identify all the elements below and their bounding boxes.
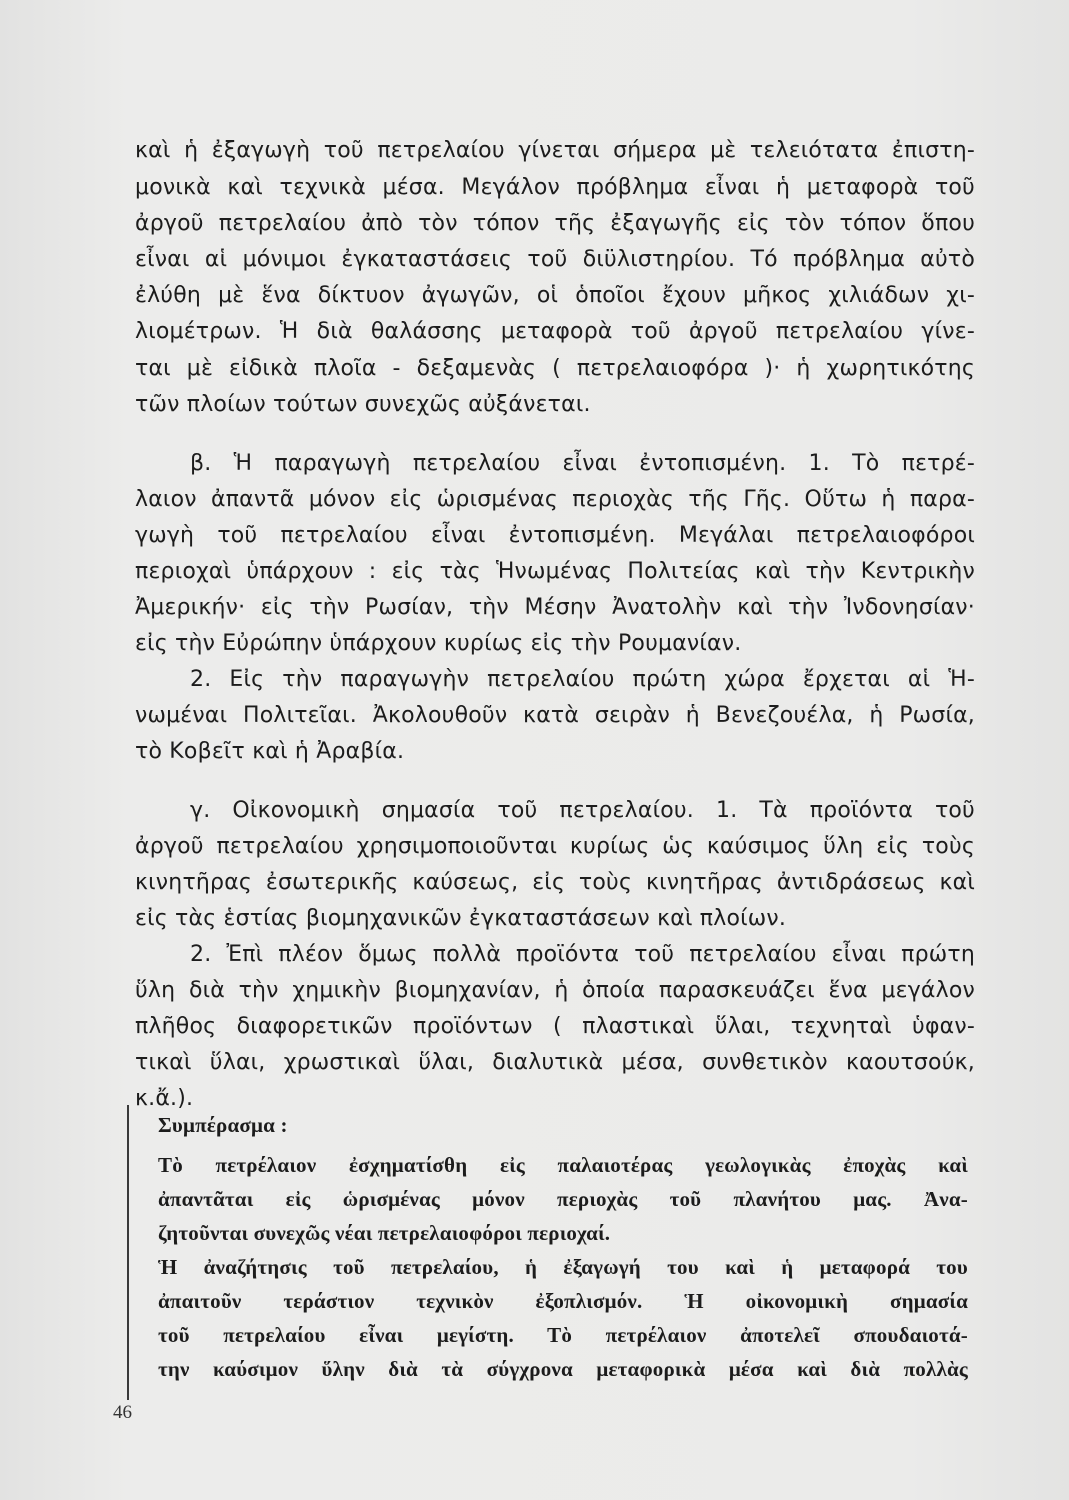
text-line: νωμέναι Πολιτεῖαι. Ἀκολουθοῦν κατὰ σειρὰν ἡ Βενεζουέλα, ἡ Ρωσία, (135, 703, 975, 728)
text-line: καὶ ἡ ἐξαγωγὴ τοῦ πετρελαίου γίνεται σήμερα μὲ τελειότατα ἐπιστη- (135, 138, 975, 163)
conclusion-line: ἀπαντᾶται εἰς ὡρισμένας μόνον περιοχὰς τοῦ πλανήτου μας. Ἀνα- (158, 1187, 968, 1211)
text-line: τικαὶ ὕλαι, χρωστικαὶ ὕλαι, διαλυτικὰ μέσα, συνθετικὸν καουτσούκ, (135, 1050, 975, 1075)
text-line: Ἀμερικήν· εἰς τὴν Ρωσίαν, τὴν Μέσην Ἀνατολὴν καὶ τὴν Ἰνδονησίαν· (135, 595, 975, 620)
text-line: εἶναι αἱ μόνιμοι ἐγκαταστάσεις τοῦ διϋλιστηρίου. Τό πρόβλημα αὐτὸ (135, 247, 975, 272)
conclusion-line: ἀπαιτοῦν τεράστιον τεχνικὸν ἐξοπλισμόν. Ἡ οἰκονομικὴ σημασία (158, 1289, 968, 1313)
text-line: κ.ἄ.). (135, 1086, 194, 1111)
conclusion-line: Ἡ ἀναζήτησις τοῦ πετρελαίου, ἡ ἐξαγωγή του καὶ ἡ μεταφορά του (158, 1255, 968, 1279)
conclusion-line: Τὸ πετρέλαιον ἐσχηματίσθη εἰς παλαιοτέρας γεωλογικὰς ἐποχὰς καὶ (158, 1153, 968, 1177)
text-line: ται μὲ εἰδικὰ πλοῖα - δεξαμενὰς ( πετρελαιοφόρα )· ἡ χωρητικότης (135, 356, 975, 381)
text-line: εἰς τὴν Εὐρώπην ὑπάρχουν κυρίως εἰς τὴν Ρουμανίαν. (135, 631, 742, 656)
text-line: εἰς τὰς ἑστίας βιομηχανικῶν ἐγκαταστάσεων καὶ πλοίων. (135, 906, 787, 931)
text-line: ἐλύθη μὲ ἕνα δίκτυον ἀγωγῶν, οἱ ὁποῖοι ἔχουν μῆκος χιλιάδων χι- (135, 283, 975, 308)
text-line: 2. Εἰς τὴν παραγωγὴν πετρελαίου πρώτη χώρα ἔρχεται αἱ Ἡ- (190, 667, 975, 692)
text-line: γωγὴ τοῦ πετρελαίου εἶναι ἐντοπισμένη. Μεγάλαι πετρελαιοφόροι (135, 523, 975, 548)
text-line: ἀργοῦ πετρελαίου ἀπὸ τὸν τόπον τῆς ἐξαγωγῆς εἰς τὸν τόπον ὅπου (135, 211, 975, 236)
section-heading-line: β. Ἡ παραγωγὴ πετρελαίου εἶναι ἐντοπισμένη. 1. Τὸ πετρέ- (190, 451, 975, 476)
text-line: μονικὰ καὶ τεχνικὰ μέσα. Μεγάλον πρόβλημα εἶναι ἡ μεταφορὰ τοῦ (135, 175, 975, 200)
conclusion-rule (127, 1105, 129, 1400)
conclusion-line: την καύσιμον ὕλην διὰ τὰ σύγχρονα μεταφορικὰ μέσα καὶ διὰ πολλὰς (158, 1357, 968, 1381)
text-line: τῶν πλοίων τούτων συνεχῶς αὐξάνεται. (135, 392, 591, 417)
section-heading-line: γ. Οἰκονομικὴ σημασία τοῦ πετρελαίου. 1. Τὰ προϊόντα τοῦ (190, 798, 975, 823)
text-line: ἀργοῦ πετρελαίου χρησιμοποιοῦνται κυρίως ὡς καύσιμος ὕλη εἰς τοὺς (135, 834, 975, 859)
text-line: τὸ Κοβεῖτ καὶ ἡ Ἀραβία. (135, 739, 405, 764)
text-line: ὕλη διὰ τὴν χημικὴν βιομηχανίαν, ἡ ὁποία παρασκευάζει ἕνα μεγάλον (135, 978, 975, 1003)
text-line: 2. Ἐπὶ πλέον ὅμως πολλὰ προϊόντα τοῦ πετρελαίου εἶναι πρώτη (190, 942, 975, 967)
text-line: κινητῆρας ἐσωτερικῆς καύσεως, εἰς τοὺς κινητῆρας ἀντιδράσεως καὶ (135, 870, 975, 895)
conclusion-line: τοῦ πετρελαίου εἶναι μεγίστη. Τὸ πετρέλαιον ἀποτελεῖ σπουδαιοτά- (158, 1323, 968, 1347)
page-number: 46 (113, 1402, 132, 1423)
conclusion-title: Συμπέρασμα : (158, 1113, 288, 1137)
text-line: λαιον ἀπαντᾶ μόνον εἰς ὡρισμένας περιοχὰς τῆς Γῆς. Οὕτω ἡ παρα- (135, 487, 975, 512)
conclusion-line: ζητοῦνται συνεχῶς νέαι πετρελαιοφόροι περιοχαί. (158, 1221, 611, 1245)
text-line: περιοχαὶ ὑπάρχουν : εἰς τὰς Ἡνωμένας Πολιτείας καὶ τὴν Κεντρικὴν (135, 559, 975, 584)
text-line: λιομέτρων. Ἡ διὰ θαλάσσης μεταφορὰ τοῦ ἀργοῦ πετρελαίου γίνε- (135, 319, 975, 344)
text-line: πλῆθος διαφορετικῶν προϊόντων ( πλαστικαὶ ὕλαι, τεχνηταὶ ὑφαν- (135, 1014, 975, 1039)
